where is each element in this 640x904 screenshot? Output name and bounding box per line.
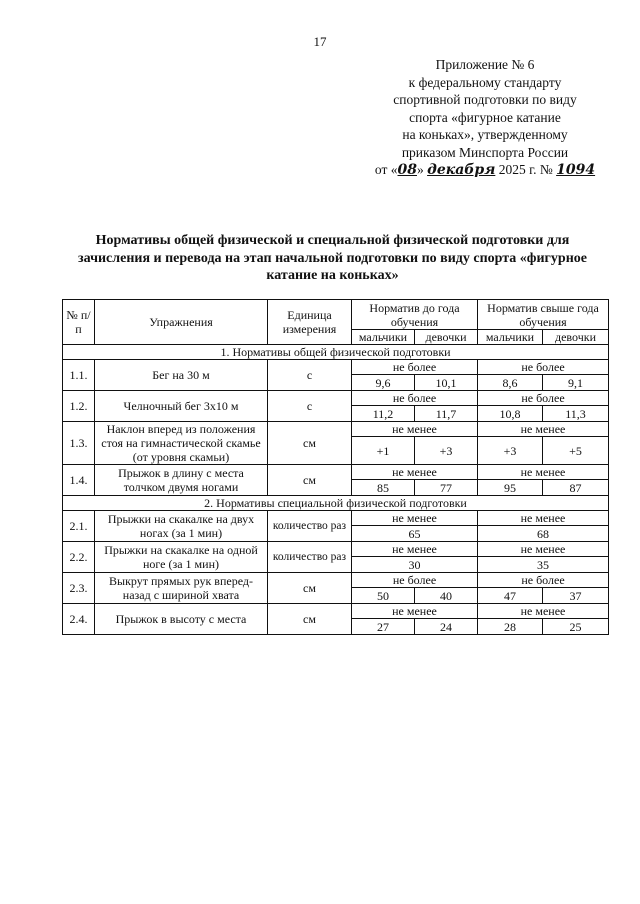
row-unit: с [268, 360, 352, 391]
row-exercise: Прыжки на скакалке на одной ноге (за 1 мин) [95, 542, 268, 573]
table-row [63, 465, 609, 480]
row-exercise: Челночный бег 3х10 м [95, 391, 268, 422]
value-cell: +3 [415, 437, 478, 465]
annex-line: на коньках», утвержденному [402, 127, 568, 142]
header-exercise: Упражнения [95, 300, 268, 345]
order-number: 1094 [556, 162, 596, 178]
date-month: декабря [427, 162, 496, 178]
row-unit: см [268, 465, 352, 496]
row-condition: не менее [352, 542, 478, 557]
annex-line: спорта «фигурное катание [409, 109, 561, 125]
value-cell: +5 [543, 437, 609, 465]
value-cell: 11,7 [415, 406, 478, 422]
value-cell: 47 [478, 588, 543, 604]
row-unit: см [268, 422, 352, 465]
value-cell: 27 [352, 619, 415, 635]
value-cell: 68 [478, 526, 609, 542]
row-unit: количество раз [268, 542, 352, 573]
row-unit: см [268, 604, 352, 635]
row-exercise: Прыжки на скакалке на двух ногах (за 1 мин) [95, 511, 268, 542]
section-title: 2. Нормативы специальной физической подготовки [63, 496, 609, 511]
row-num: 1.1. [63, 360, 95, 391]
norms-table [62, 299, 609, 635]
row-condition: не менее [352, 465, 478, 480]
value-cell: 35 [478, 557, 609, 573]
value-cell: 50 [352, 588, 415, 604]
header-girls: девочки [415, 330, 478, 345]
table-row [63, 542, 609, 557]
value-cell: 87 [543, 480, 609, 496]
value-cell: +1 [352, 437, 415, 465]
row-condition: не более [478, 360, 609, 375]
row-condition: не менее [478, 542, 609, 557]
value-cell: 11,2 [352, 406, 415, 422]
header-group-2: Норматив свыше года обучения [478, 300, 609, 330]
date-prefix: от « [374, 162, 398, 177]
value-cell: 30 [352, 557, 478, 573]
annex-block [360, 56, 610, 180]
value-cell: 24 [415, 619, 478, 635]
value-cell: 10,1 [415, 375, 478, 391]
value-cell: 28 [478, 619, 543, 635]
value-cell: 9,1 [543, 375, 609, 391]
page-number: 17 [313, 34, 327, 49]
value-cell: 9,6 [352, 375, 415, 391]
value-cell: +3 [478, 437, 543, 465]
value-cell: 40 [415, 588, 478, 604]
row-condition: не менее [352, 422, 478, 437]
row-unit: с [268, 391, 352, 422]
table-row [63, 422, 609, 437]
value-cell: 10,8 [478, 406, 543, 422]
table-row [63, 360, 609, 375]
annex-line: спортивной подготовки по виду [393, 92, 577, 107]
row-condition: не менее [478, 465, 609, 480]
row-num: 1.3. [63, 422, 95, 465]
table-row [63, 573, 609, 588]
row-num: 1.4. [63, 465, 95, 496]
header-num: № п/п [63, 300, 95, 345]
value-cell: 11,3 [543, 406, 609, 422]
row-unit: см [268, 573, 352, 604]
row-num: 2.3. [63, 573, 95, 604]
row-condition: не более [478, 391, 609, 406]
row-condition: не менее [478, 422, 609, 437]
row-condition: не менее [478, 604, 609, 619]
row-condition: не более [478, 573, 609, 588]
value-cell: 8,6 [478, 375, 543, 391]
table-row [63, 604, 609, 619]
table-row [63, 391, 609, 406]
annex-line: приказом Минспорта России [401, 144, 569, 160]
row-condition: не менее [352, 511, 478, 526]
row-condition: не более [352, 391, 478, 406]
value-cell: 65 [352, 526, 478, 542]
date-mid: » [416, 162, 428, 177]
section-title: 1. Нормативы общей физической подготовки [63, 345, 609, 360]
date-day: 08 [397, 162, 417, 178]
value-cell: 85 [352, 480, 415, 496]
row-num: 2.4. [63, 604, 95, 635]
row-condition: не более [352, 360, 478, 375]
row-condition: не менее [352, 604, 478, 619]
header-boys: мальчики [352, 330, 415, 345]
header-unit: Единица измерения [268, 300, 352, 345]
header-boys: мальчики [478, 330, 543, 345]
document-title: Нормативы общей физической и специальной физической подготовки для зачисления и перевода на этап начальной подготовки по виду спорта «фигурное катание на коньках» [78, 233, 587, 283]
annex-line: Приложение № 6 [435, 57, 535, 72]
row-num: 2.1. [63, 511, 95, 542]
header-group-1: Норматив до года обучения [352, 300, 478, 330]
annex-date-line [360, 161, 610, 180]
row-exercise: Выкрут прямых рук вперед-назад с шириной хвата [95, 573, 268, 604]
value-cell: 77 [415, 480, 478, 496]
value-cell: 95 [478, 480, 543, 496]
row-exercise: Прыжок в высоту с места [95, 604, 268, 635]
row-unit: количество раз [268, 511, 352, 542]
annex-line: к федеральному стандарту [408, 74, 562, 90]
row-condition: не менее [478, 511, 609, 526]
row-exercise: Бег на 30 м [95, 360, 268, 391]
row-exercise: Наклон вперед из положения стоя на гимнастической скамье (от уровня скамьи) [95, 422, 268, 465]
row-condition: не более [352, 573, 478, 588]
value-cell: 37 [543, 588, 609, 604]
table-row [63, 511, 609, 526]
row-num: 1.2. [63, 391, 95, 422]
row-num: 2.2. [63, 542, 95, 573]
header-girls: девочки [543, 330, 609, 345]
value-cell: 25 [543, 619, 609, 635]
date-year: 2025 г. № [495, 162, 557, 177]
row-exercise: Прыжок в длину с места толчком двумя ногами [95, 465, 268, 496]
